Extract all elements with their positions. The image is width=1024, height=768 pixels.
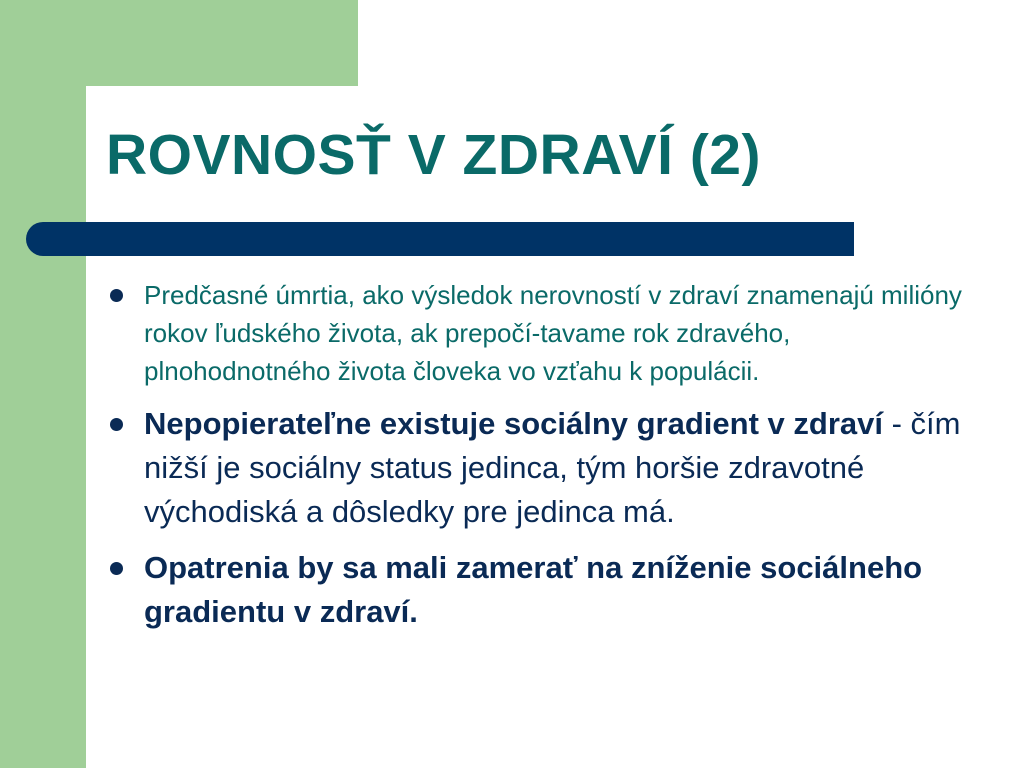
bullet-text-2-bold: Nepopierateľne existuje sociálny gradient v zdraví — [144, 406, 883, 441]
bullet-text-3: Opatrenia by sa mali zamerať na zníženie sociálneho gradientu v zdraví. — [144, 550, 923, 629]
bullet-text-2-rest: - čím nižší je sociálny status jedinca, tým horšie zdravotné východiská a dôsledky pre jedinca má. — [144, 406, 961, 529]
slide-title: ROVNOSŤ V ZDRAVÍ (2) — [106, 123, 761, 187]
bullet-dot-icon — [110, 289, 123, 302]
bullet-item-2 — [100, 402, 970, 534]
bullet-item-3 — [100, 546, 970, 634]
bullet-item-1 — [100, 276, 970, 390]
bullet-list — [100, 276, 970, 634]
green-side-band — [0, 0, 86, 768]
title-underline-bar — [26, 222, 854, 256]
bullet-text-1: Predčasné úmrtia, ako výsledok nerovností v zdraví znamenajú milióny rokov ľudského života, ak prepočí-tavame rok zdravého, plnohodnotného života človeka vo vzťahu k populácii. — [144, 280, 962, 386]
bullet-dot-icon — [110, 562, 123, 575]
bullet-dot-icon — [110, 418, 123, 431]
green-top-band — [0, 0, 358, 86]
